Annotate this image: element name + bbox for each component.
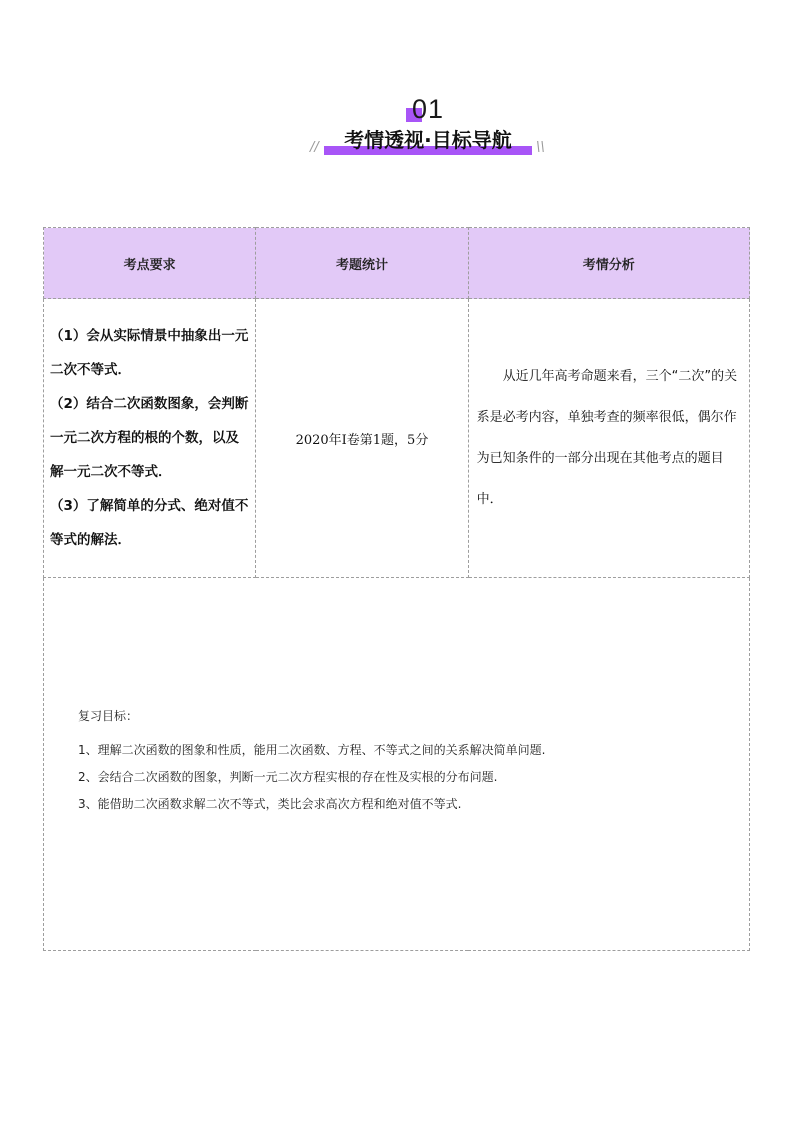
requirement-item: （2）结合二次函数图象，会判断一元二次方程的根的个数，以及解一元二次不等式． [50,396,249,480]
header-analysis: 考情分析 [468,228,749,299]
requirement-item: （1）会从实际情景中抽象出一元二次不等式． [50,328,249,378]
table-header-row [44,228,750,299]
requirements-cell [44,299,256,578]
analysis-text: 从近几年高考命题来看，三个“二次”的关系是必考内容，单独考查的频率很低，偶尔作为已知条件的一部分出现在其他考点的题目中． [476,369,738,507]
section-number: 01 [412,94,445,124]
goal-item: 3、能借助二次函数求解二次不等式，类比会求高次方程和绝对值不等式. [78,797,462,811]
decoration-slash-left: // [310,140,319,155]
goal-item: 1、理解二次函数的图象和性质，能用二次函数、方程、不等式之间的关系解决简单问题. [78,743,546,757]
goals-cell [44,578,750,951]
section-header [0,0,794,170]
section-title: 考情透视·目标导航 [344,128,512,152]
decoration-slash-right: \\ [536,140,545,155]
goals-title: 复习目标： [78,709,139,723]
statistics-text: 2020年I卷第1题，5分 [295,432,429,448]
exam-analysis-table [43,227,750,951]
statistics-cell [256,299,468,578]
goal-item: 2、会结合二次函数的图象，判断一元二次方程实根的存在性及实根的分布问题. [78,770,498,784]
table-row [44,299,750,578]
analysis-cell [468,299,749,578]
header-requirements: 考点要求 [44,228,256,299]
goals-list [78,742,749,812]
requirement-item: （3）了解简单的分式、绝对值不等式的解法． [50,498,249,548]
goals-row [44,578,750,951]
header-statistics: 考题统计 [256,228,468,299]
